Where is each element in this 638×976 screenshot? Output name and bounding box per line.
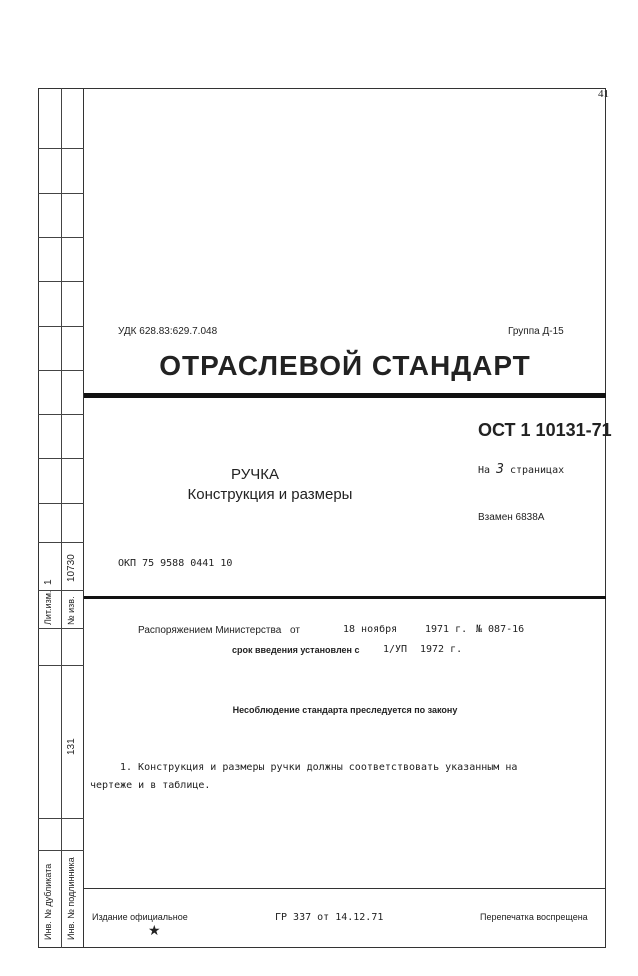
side-no-val: 10730 [66, 554, 77, 582]
side-grid-line [38, 237, 84, 238]
side-column-divider [61, 88, 62, 948]
side-grid-line [38, 818, 84, 819]
side-grid-line [38, 665, 84, 666]
order-year: 1971 г. [425, 624, 468, 635]
side-grid-line [38, 503, 84, 504]
clause-1-line-2: чертеже и в таблице. [90, 780, 211, 791]
order-number: № 087-16 [476, 624, 525, 635]
side-grid-line [38, 850, 84, 851]
order-date: 18 ноября [343, 624, 398, 635]
side-lit-izm: Лит.изм. [43, 590, 53, 625]
pages-count: 3 [496, 462, 504, 477]
replaces: Взамен 6838А [478, 512, 545, 523]
footer-rule [84, 888, 606, 889]
ost-number: ОСТ 1 10131-71 [478, 420, 612, 440]
page-number: 41 [598, 88, 609, 100]
side-grid-line [38, 542, 84, 543]
pages-suffix: страницах [509, 465, 565, 476]
effective-date: 1/УП [383, 644, 408, 655]
udk-code: УДК 628.83:629.7.048 [118, 326, 218, 337]
side-grid-line [38, 193, 84, 194]
group-code: Группа Д-15 [508, 326, 564, 337]
side-inv-dubl: Инв. № дубликата [43, 863, 53, 940]
order-label: Распоряжением Министерства [138, 625, 282, 636]
footer-gr: ГР 337 от 14.12.71 [275, 912, 384, 923]
side-grid-line [38, 414, 84, 415]
product-subtitle: Конструкция и размеры [187, 486, 353, 503]
product-name: РУЧКА [231, 466, 279, 483]
side-inv-val: 131 [66, 738, 77, 755]
order-from: от [290, 625, 300, 636]
effective-label: срок введения установлен с [232, 645, 360, 655]
side-grid-line [38, 148, 84, 149]
title-rule [84, 393, 606, 398]
pages-prefix: На [478, 465, 491, 476]
side-grid-line [38, 281, 84, 282]
side-no-izv: № изв. [66, 596, 76, 625]
pages-info [478, 462, 564, 477]
side-lit-val: 1 [43, 579, 54, 585]
footer-reprint: Перепечатка воспрещена [480, 912, 588, 922]
page-title: ОТРАСЛЕВОЙ СТАНДАРТ [159, 350, 531, 381]
side-grid-line [38, 628, 84, 629]
okp-code: ОКП 75 9588 0441 10 [118, 558, 233, 569]
law-notice: Несоблюдение стандарта преследуется по закону [232, 705, 458, 715]
side-inv-podl: Инв. № подлинника [66, 857, 76, 940]
side-grid-line [38, 458, 84, 459]
side-grid-line [38, 326, 84, 327]
effective-year: 1972 г. [420, 644, 463, 655]
clause-1-line-1: 1. Конструкция и размеры ручки должны соответствовать указанным на [120, 762, 518, 773]
footer-edition: Издание официальное [92, 912, 188, 922]
side-grid-line [38, 370, 84, 371]
section-rule [84, 596, 606, 599]
star-icon: ★ [148, 922, 161, 938]
